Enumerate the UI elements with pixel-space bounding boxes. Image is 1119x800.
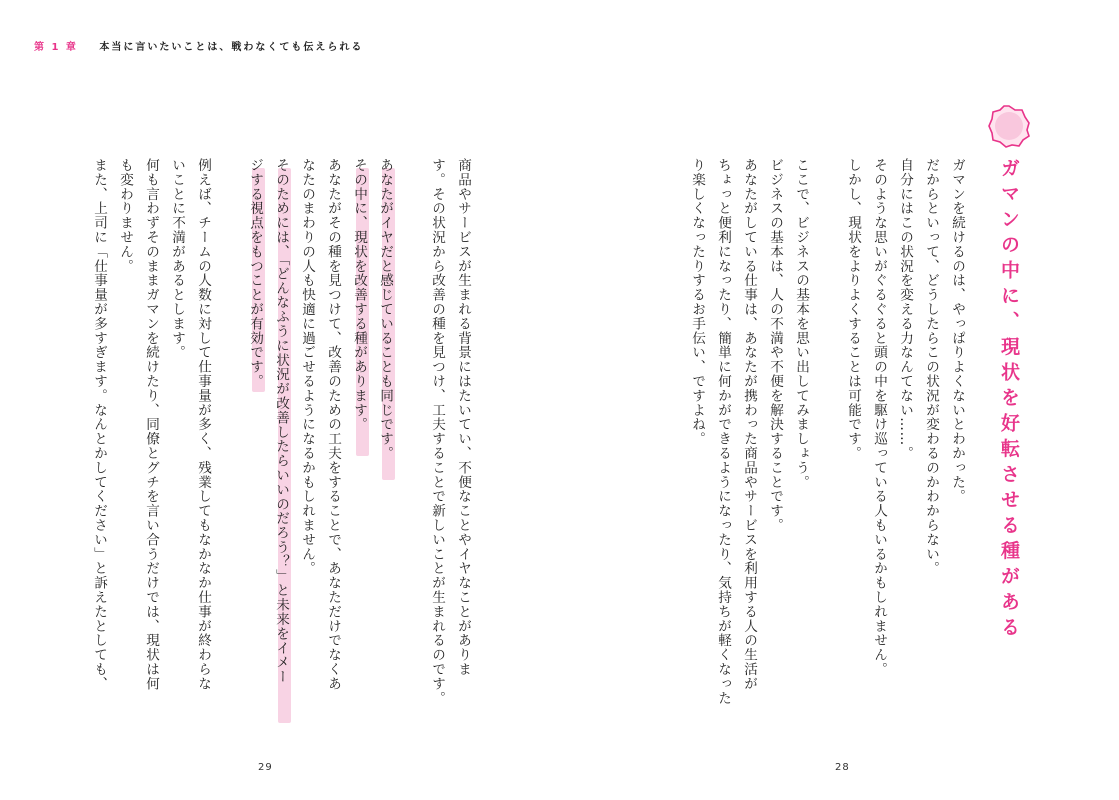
- section-heading: ガマンの中に、現状を好転させる種がある: [998, 158, 1020, 643]
- body-text-column: だからといって、どうしたらこの状況が変わるのかわからない。: [923, 158, 939, 576]
- body-text-column: また、上司に「仕事量が多すぎます。なんとかしてください」と訴えたとしても、: [91, 158, 107, 691]
- body-text-column: ガマンを続けるのは、やっぱりよくないとわかった。: [949, 158, 965, 504]
- body-text-column: も変わりません。: [117, 158, 133, 274]
- body-text-column: ビジネスの基本は、人の不満や不便を解決することです。: [767, 158, 783, 533]
- body-text-column: いことに不満があるとします。: [169, 158, 185, 360]
- chapter-title: 本当に言いたいことは、戦わなくても伝えられる: [99, 42, 364, 53]
- body-text-column: あなたがしている仕事は、あなたが携わった商品やサービスを利用する人の生活が: [741, 158, 757, 691]
- body-text-column: ちょっと便利になったり、簡単に何かができるようになったり、気持ちが軽くなった: [715, 158, 731, 706]
- body-text-column: 自分にはこの状況を変える力なんてない……。: [897, 158, 913, 461]
- body-text-column: 例えば、チームの人数に対して仕事量が多く、残業してもなかなか仕事が終わらな: [195, 158, 211, 691]
- body-text-column: あなたがその種を見つけて、改善のための工夫をすることで、あなただけでなくあ: [325, 158, 341, 691]
- body-text-column: あなたがイヤだと感じていることも同じです。: [377, 158, 393, 461]
- body-text-column: ここで、ビジネスの基本を思い出してみましょう。: [793, 158, 809, 490]
- body-text-column: 何も言わずそのままガマンを続けたり、同僚とグチを言い合うだけでは、現状は何: [143, 158, 159, 691]
- body-text-column: そのような思いがぐるぐると頭の中を駆け巡っている人もいるかもしれません。: [871, 158, 887, 677]
- body-text-column: り楽しくなったりするお手伝い、ですよね。: [689, 158, 705, 446]
- page-number-left: 29: [258, 762, 273, 773]
- body-text-column: す。その状況から改善の種を見つけ、工夫することで新しいことが生まれるのです。: [429, 158, 445, 706]
- body-text-column: しかし、現状をよりよくすることは可能です。: [845, 158, 861, 461]
- chapter-label: 第 1 章: [34, 42, 78, 53]
- body-text-column: なたのまわりの人も快適に過ごせるようになるかもしれません。: [299, 158, 315, 576]
- running-header: [34, 38, 363, 53]
- body-text-column: そのためには、「どんなふうに状況が改善したらいいのだろう？」と未来をイメー: [273, 158, 289, 684]
- pink-flower-badge-icon: [987, 104, 1031, 148]
- body-text-column: 商品やサービスが生まれる背景にはたいてい、不便なことやイヤなことがありま: [455, 158, 471, 677]
- body-text-column: その中に、現状を改善する種があります。: [351, 158, 367, 432]
- page-number-right: 28: [835, 762, 850, 773]
- body-text-column: ジする視点をもつことが有効です。: [247, 158, 263, 389]
